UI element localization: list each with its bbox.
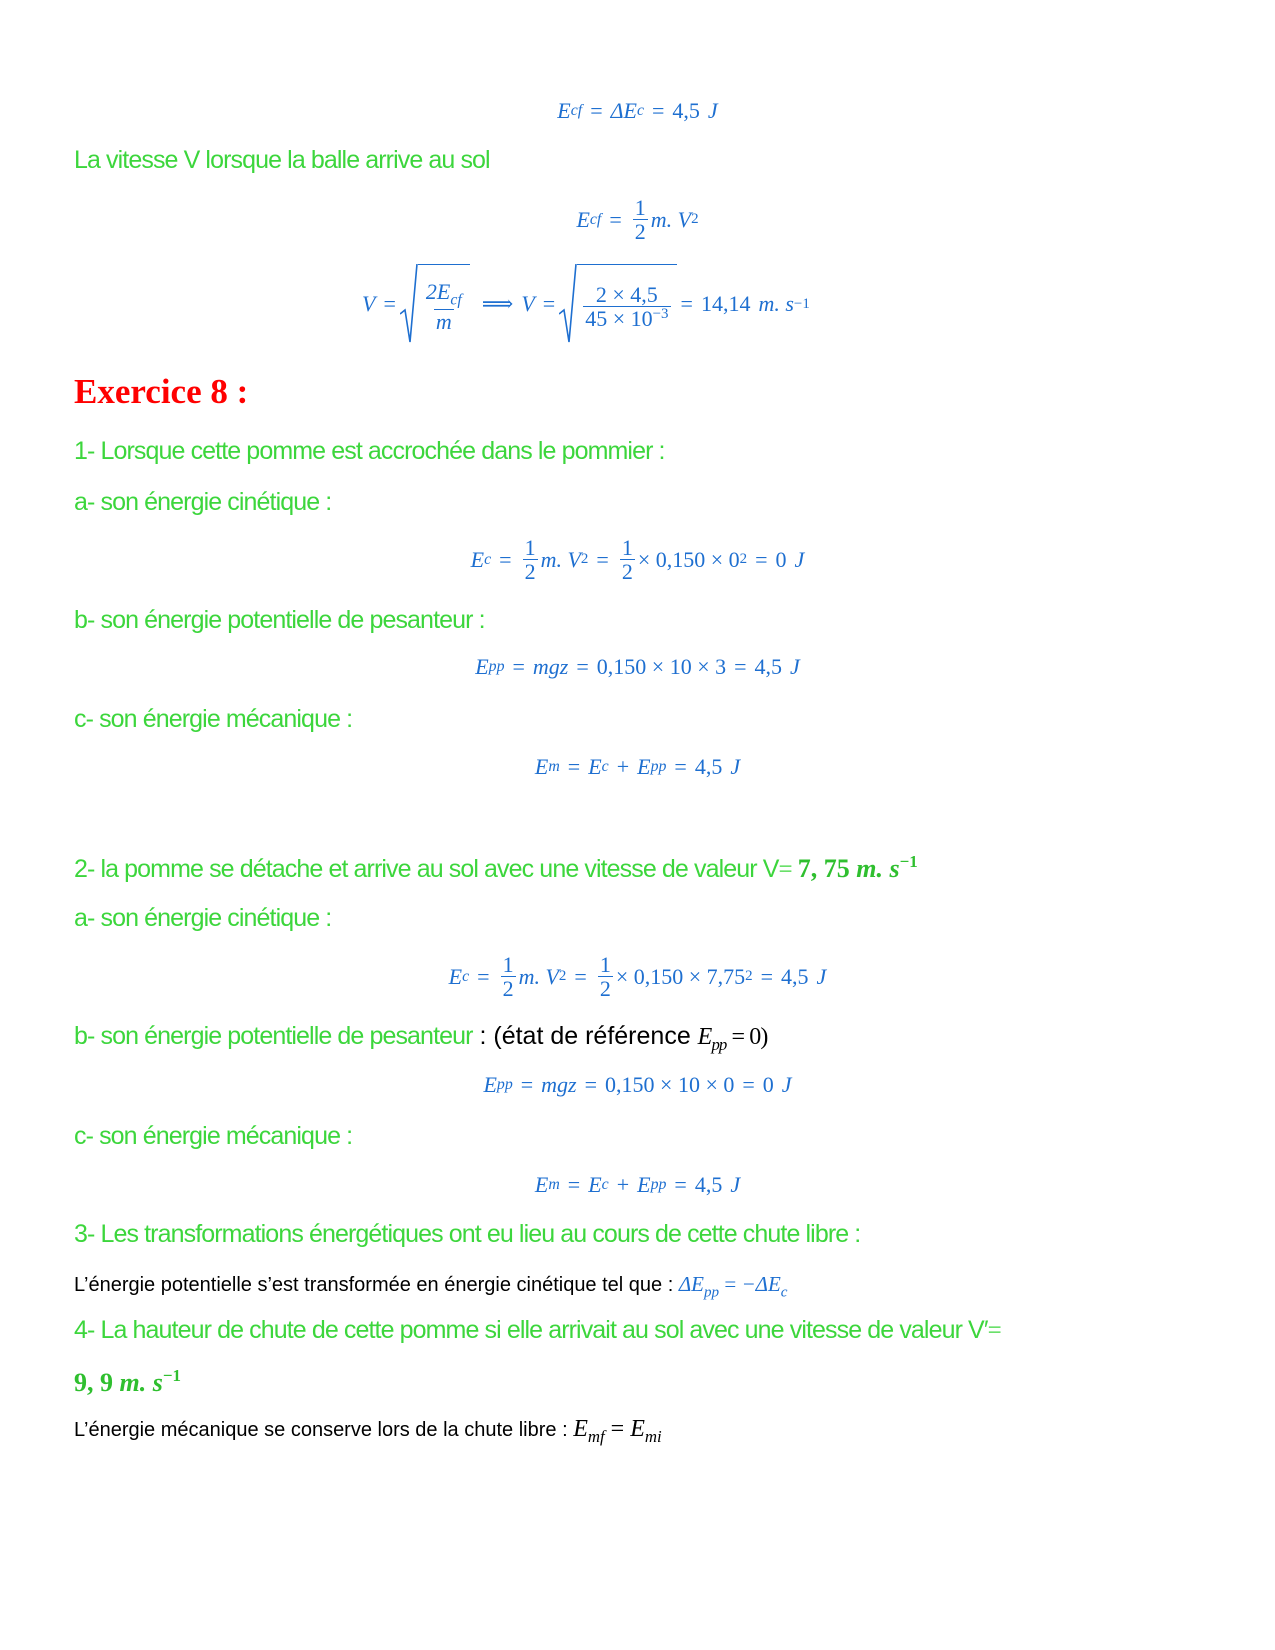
- question-1c: c- son énergie mécanique :: [74, 705, 353, 733]
- equation-ecf-formula: E cf = $\frac{1}{2}$ m. V 2: [576, 195, 699, 245]
- equation-ecf: E cf = ΔE c = 4,5 J: [557, 98, 718, 123]
- question-4-value: 9, 9 m. $s^{-1}$: [74, 1366, 181, 1398]
- exercise-title: Exercice 8 :: [74, 372, 249, 411]
- question-1: 1- Lorsque cette pomme est accrochée dans le pommier :: [74, 437, 665, 465]
- square-root: $\frac{2E_{cf}}{m}$: [400, 264, 470, 344]
- equation-q2b: E pp = mgz = 0,150 × 10 × 0 = 0 J: [483, 1072, 792, 1097]
- heading-vitesse: La vitesse V lorsque la balle arrive au sol: [74, 146, 490, 174]
- equation-v: V = $\frac{2E_{cf}}{m}$ ⟹ V = $\frac{2 \times 4,5}{45 \times 10^{-3}}$ = 14,14 m. s −1: [362, 264, 1262, 344]
- equation-q2c: E m = E c + E pp = 4,5 J: [534, 1172, 741, 1197]
- equation-q1b: E pp = mgz = 0,150 × 10 × 3 = 4,5 J: [475, 654, 800, 679]
- question-3: 3- Les transformations énergétiques ont eu lieu au cours de cette chute libre :: [74, 1220, 861, 1248]
- radical-sign-icon: [559, 264, 577, 344]
- fraction: $\frac{1}{2}$: [634, 195, 646, 245]
- velocity-value: 7, 75 m. $s^{-1}$: [797, 852, 918, 884]
- answer-4: L’énergie mécanique se conserve lors de la chute libre : $E_{mf} = E_{mi}$: [74, 1416, 662, 1446]
- question-2a: a- son énergie cinétique :: [74, 904, 332, 932]
- answer-3: L’énergie potentielle s’est transformée en énergie cinétique tel que : $\Delta E_{pp} = -\Delta E_c$: [74, 1272, 788, 1301]
- question-2b: b- son énergie potentielle de pesanteur : (état de référence $E_{pp} = 0$): [74, 1022, 768, 1054]
- question-4: 4- La hauteur de chute de cette pomme si elle arrivait au sol avec une vitesse de valeur V′=: [74, 1316, 1001, 1344]
- question-1b: b- son énergie potentielle de pesanteur :: [74, 606, 485, 634]
- equation-q1c: E m = E c + E pp = 4,5 J: [534, 754, 741, 779]
- equation-q2a: E c = $\frac{1}{2}$ m. V 2 = $\frac{1}{2}$ × 0,150 × 7,75 2 = 4,5 J: [448, 952, 827, 1002]
- radical-sign-icon: [400, 264, 418, 344]
- question-2c: c- son énergie mécanique :: [74, 1122, 353, 1150]
- equation-q1a: E c = $\frac{1}{2}$ m. V 2 = $\frac{1}{2}$ × 0,150 × 0 2 = 0 J: [470, 535, 805, 585]
- square-root: $\frac{2 \times 4,5}{45 \times 10^{-3}}$: [559, 264, 676, 344]
- question-2: 2- la pomme se détache et arrive au sol avec une vitesse de valeur V= 7, 75 m. $s^{-1}$: [74, 852, 918, 884]
- question-1a: a- son énergie cinétique :: [74, 488, 332, 516]
